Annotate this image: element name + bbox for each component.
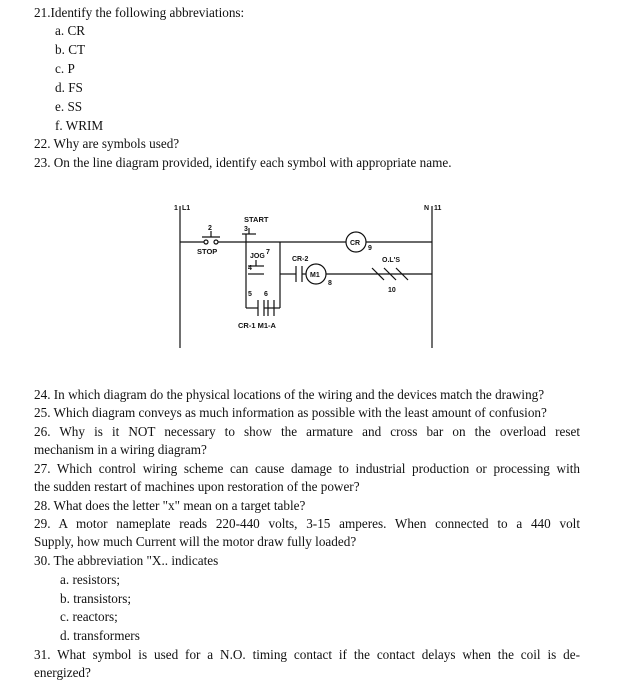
jog-num: 4 — [248, 265, 252, 272]
q21-item-f: f. WRIM — [55, 118, 104, 133]
cr-coil-label: CR — [350, 240, 361, 247]
q21-title: 21.Identify the following abbreviations: — [34, 5, 245, 20]
m1-coil-num: 8 — [328, 280, 332, 287]
stop-label: STOP — [197, 247, 218, 256]
q24-text: 24. In which diagram do the physical locations of the wiring and the devices match the drawing? — [34, 387, 545, 402]
q21-item-e: e. SS — [55, 99, 83, 114]
q21-item-c: c. P — [55, 61, 75, 76]
m1-coil-label: M1 — [310, 272, 320, 279]
q30-option-b: b. transistors; — [60, 591, 132, 606]
start-label: START — [244, 215, 269, 224]
stop-num: 2 — [208, 225, 212, 232]
cr2-label: CR-2 — [292, 256, 309, 263]
q30-option-a: a. resistors; — [60, 572, 121, 587]
q29-line2: Supply, how much Current will the motor draw fully loaded? — [34, 534, 357, 549]
q28-text: 28. What does the letter "x" mean on a target table? — [34, 498, 306, 513]
node-6: 6 — [264, 291, 268, 298]
q22-text: 22. Why are symbols used? — [34, 136, 180, 151]
jog-label: JOG — [250, 253, 265, 260]
contacts-label: CR-1 M1-A — [238, 321, 276, 330]
q27-line2: the sudden restart of machines upon restoration of the power? — [34, 479, 360, 494]
q27-line1: 27. Which control wiring scheme can cause damage to industrial production or processing with — [34, 461, 580, 476]
l1-num: 1 — [174, 205, 178, 212]
node-5: 5 — [248, 291, 252, 298]
q31-line1: 31. What symbol is used for a N.O. timing contact if the contact delays when the coil is de- — [34, 647, 580, 662]
ol-num: 10 — [388, 287, 396, 294]
q25-text: 25. Which diagram conveys as much information as possible with the least amount of confusion? — [34, 405, 547, 420]
q26-line1: 26. Why is it NOT necessary to show the armature and cross bar on the overload reset — [34, 424, 580, 439]
ol-label: O.L'S — [382, 257, 400, 264]
q23-text: 23. On the line diagram provided, identify each symbol with appropriate name. — [34, 155, 452, 170]
ladder-diagram — [168, 198, 458, 350]
q29-line1: 29. A motor nameplate reads 220-440 volts, 3-15 amperes. When connected to a 440 volt — [34, 516, 580, 531]
q30-title: 30. The abbreviation "X.. indicates — [34, 553, 219, 568]
q30-option-c: c. reactors; — [60, 609, 118, 624]
start-num: 3 — [244, 226, 248, 233]
q21-item-a: a. CR — [55, 23, 86, 38]
q30-option-d: d. transformers — [60, 628, 140, 643]
q21-item-d: d. FS — [55, 80, 83, 95]
cr-coil-num: 9 — [368, 245, 372, 252]
l1-label: L1 — [182, 205, 191, 212]
q21-item-b: b. CT — [55, 42, 86, 57]
q31-line2: energized? — [34, 665, 91, 680]
jog-num2: 7 — [266, 249, 270, 256]
n-num: 11 — [434, 205, 442, 212]
q26-line2: mechanism in a wiring diagram? — [34, 442, 207, 457]
n-label: N — [424, 205, 430, 212]
